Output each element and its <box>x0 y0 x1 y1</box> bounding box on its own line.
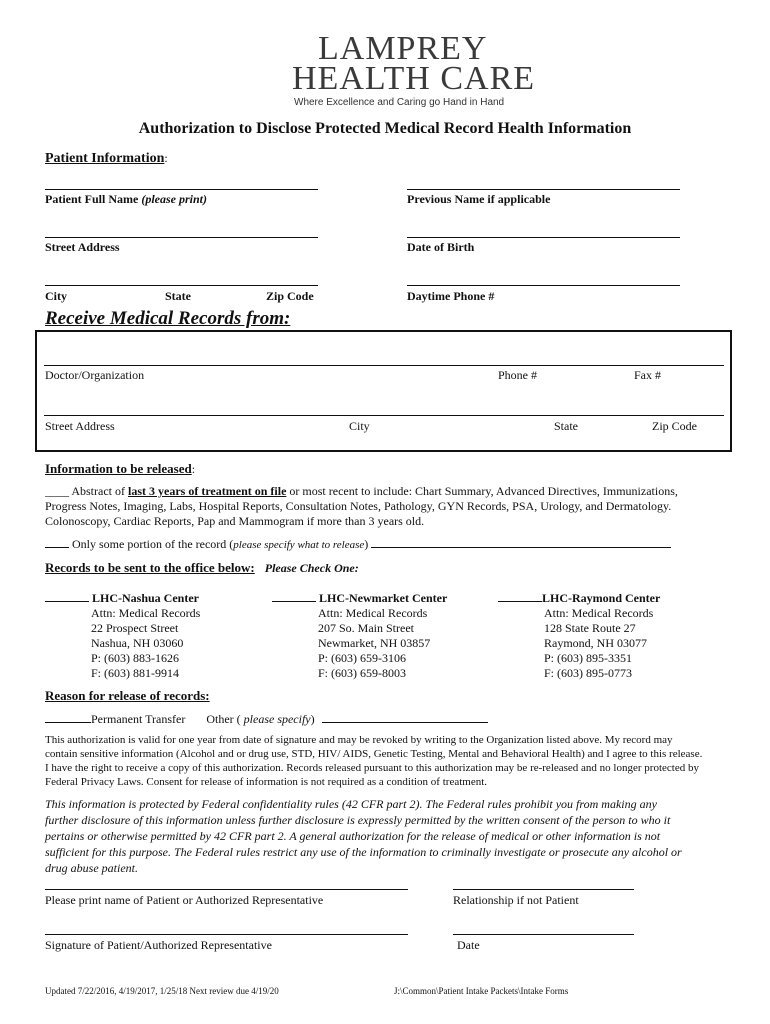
info-released-heading-colon: : <box>191 462 196 476</box>
street-label: Street Address <box>45 240 120 254</box>
info-released-heading-text: Information to be released <box>45 461 192 476</box>
info-released-heading <box>45 460 195 478</box>
receive-heading: Receive Medical Records from: <box>45 308 291 329</box>
abstract-bold: last 3 years of treatment on file <box>128 484 287 498</box>
date-label: Date <box>457 938 480 952</box>
portion-checkbox-line[interactable] <box>45 547 69 548</box>
state-label: State <box>165 289 191 303</box>
date-line[interactable] <box>453 934 634 935</box>
other-close: ) <box>310 712 315 726</box>
records-sent-heading-text: Records to be sent to the office below: <box>45 560 255 575</box>
doctor-label: Doctor/Organization <box>45 368 145 382</box>
newmarket-fax: F: (603) 659-8003 <box>318 666 406 680</box>
logo-line1: LAMPREY <box>318 30 488 67</box>
portion-specify-line[interactable] <box>371 547 671 548</box>
authorization-line: contain sensitive information (Alcohol and or drug use, STD, HIV/ AIDS, Genetic Testing, Mental and Behavioral Health) and I agree to this release. <box>45 748 703 760</box>
nashua-street: 22 Prospect Street <box>91 621 179 635</box>
dob-label: Date of Birth <box>407 240 475 254</box>
permanent-checkbox-line[interactable] <box>45 722 91 723</box>
other-label: Other ( <box>206 712 241 726</box>
newmarket-checkbox-line[interactable] <box>272 601 316 602</box>
relationship-line[interactable] <box>453 889 634 890</box>
newmarket-phone: P: (603) 659-3106 <box>318 651 406 665</box>
print-name-label: Please print name of Patient or Authorized Representative <box>45 893 324 907</box>
doctor-line[interactable] <box>44 365 724 366</box>
nashua-fax: F: (603) 881-9914 <box>91 666 179 680</box>
previous-name-label: Previous Name if applicable <box>407 192 551 206</box>
logo-tagline: Where Excellence and Caring go Hand in Hand <box>294 97 505 108</box>
check-one-text: Please Check One: <box>264 561 359 575</box>
federal-line: pertains or otherwise permitted by 42 CFR part 2. A general authorization for the release of medical or other information is not <box>45 829 661 843</box>
full-name-text: Patient Full Name <box>45 192 139 206</box>
abstract-line3: Colonoscopy, Cardiac Reports, Pap and Mammogram if more than 3 years old. <box>45 514 425 528</box>
abstract-post: or most recent to include: Chart Summary, Advanced Directives, Immunizations, <box>289 484 678 498</box>
raymond-name: LHC-Raymond Center <box>542 591 661 605</box>
receive-zip-label: Zip Code <box>652 419 697 433</box>
newmarket-name: LHC-Newmarket Center <box>319 591 448 605</box>
federal-line: sufficient for this purpose. The Federal rules restrict any use of the information to criminally investigate or prosecute any alcohol or <box>45 845 682 859</box>
authorization-line: Federal Privacy Laws. Consent for release of information is not required as a condition of treatment. <box>45 776 488 788</box>
newmarket-street: 207 So. Main Street <box>318 621 414 635</box>
phone-label: Daytime Phone # <box>407 289 495 303</box>
receive-fax-label: Fax # <box>634 368 661 382</box>
receive-phone-label: Phone # <box>498 368 537 382</box>
federal-line: drug abuse patient. <box>45 861 138 875</box>
signature-line[interactable] <box>45 934 408 935</box>
authorization-line: I have the right to receive a copy of this authorization. Records released pursuant to this authorization may be re-released and no longer protected by <box>45 762 699 774</box>
patient-info-heading <box>45 149 168 167</box>
authorization-paragraph <box>45 733 755 789</box>
federal-line: This information is protected by Federal confidentiality rules (42 CFR part 2). The Federal rules prohibit you from making any <box>45 797 657 811</box>
newmarket-attn: Attn: Medical Records <box>318 606 428 620</box>
page-title: Authorization to Disclose Protected Medical Record Health Information <box>138 120 632 137</box>
zip-label: Zip Code <box>266 289 314 303</box>
raymond-city: Raymond, NH 03077 <box>544 636 647 650</box>
authorization-line: This authorization is valid for one year from date of signature and may be revoked by writing to the Organization listed above. My record may <box>45 734 673 746</box>
portion-italic: please specify what to release <box>233 539 365 551</box>
receive-street-line[interactable] <box>44 415 724 416</box>
raymond-attn: Attn: Medical Records <box>544 606 654 620</box>
nashua-city: Nashua, NH 03060 <box>91 636 184 650</box>
center-raymond <box>498 591 660 681</box>
nashua-name: LHC-Nashua Center <box>92 591 199 605</box>
logo-line2: HEALTH CARE <box>292 60 536 97</box>
city-state-zip-line[interactable] <box>45 285 318 286</box>
full-name-label <box>45 192 207 207</box>
nashua-checkbox-line[interactable] <box>45 601 89 602</box>
nashua-attn: Attn: Medical Records <box>91 606 201 620</box>
raymond-fax: F: (603) 895-0773 <box>544 666 632 680</box>
receive-city-label: City <box>349 419 370 433</box>
other-specify-line[interactable] <box>322 722 488 723</box>
print-name-line[interactable] <box>45 889 408 890</box>
raymond-checkbox-line[interactable] <box>498 601 542 602</box>
footer-updated: Updated 7/22/2016, 4/19/2017, 1/25/18 Next review due 4/19/20 <box>45 986 279 996</box>
center-nashua <box>45 591 200 681</box>
raymond-street: 128 State Route 27 <box>544 621 636 635</box>
records-sent-heading <box>45 559 359 577</box>
street-line[interactable] <box>45 237 318 238</box>
relationship-label: Relationship if not Patient <box>453 893 579 907</box>
center-newmarket <box>272 591 447 681</box>
reason-heading: Reason for release of records: <box>45 688 210 703</box>
full-name-line[interactable] <box>45 189 318 190</box>
federal-line: further disclosure of this information unless further disclosure is expressly permitted by the written consent of the person to who it <box>45 813 671 827</box>
previous-name-line[interactable] <box>407 189 680 190</box>
patient-info-heading-colon: : <box>164 151 168 165</box>
dob-line[interactable] <box>407 237 680 238</box>
raymond-phone: P: (603) 895-3351 <box>544 651 632 665</box>
federal-paragraph <box>45 796 755 876</box>
abstract-line1 <box>45 484 745 499</box>
receive-street-label: Street Address <box>45 419 115 433</box>
receive-state-label: State <box>554 419 578 433</box>
other-italic: please specify <box>240 712 311 726</box>
permanent-label: Permanent Transfer <box>91 712 186 726</box>
reason-line <box>45 712 745 727</box>
receive-box <box>35 330 732 452</box>
signature-label: Signature of Patient/Authorized Representative <box>45 938 272 952</box>
city-label: City <box>45 289 67 303</box>
abstract-line2: Progress Notes, Imaging, Labs, Hospital Reports, Consultation Notes, Pathology, GYN Records, PSA, Urology, and Dermatology. <box>45 499 672 513</box>
phone-line[interactable] <box>407 285 680 286</box>
patient-info-heading-text: Patient Information <box>45 151 165 166</box>
abstract-paragraph <box>45 484 745 529</box>
abstract-pre: Abstract of <box>71 484 125 498</box>
abstract-checkbox-line[interactable]: ____ <box>45 484 69 498</box>
footer-path: J:\Common\Patient Intake Packets\Intake Forms <box>394 986 569 996</box>
portion-text: Only some portion of the record ( <box>72 537 234 551</box>
newmarket-city: Newmarket, NH 03857 <box>318 636 431 650</box>
portion-close: ) <box>364 537 369 551</box>
full-name-note: (please print) <box>141 192 207 206</box>
nashua-phone: P: (603) 883-1626 <box>91 651 179 665</box>
portion-line <box>45 537 745 553</box>
